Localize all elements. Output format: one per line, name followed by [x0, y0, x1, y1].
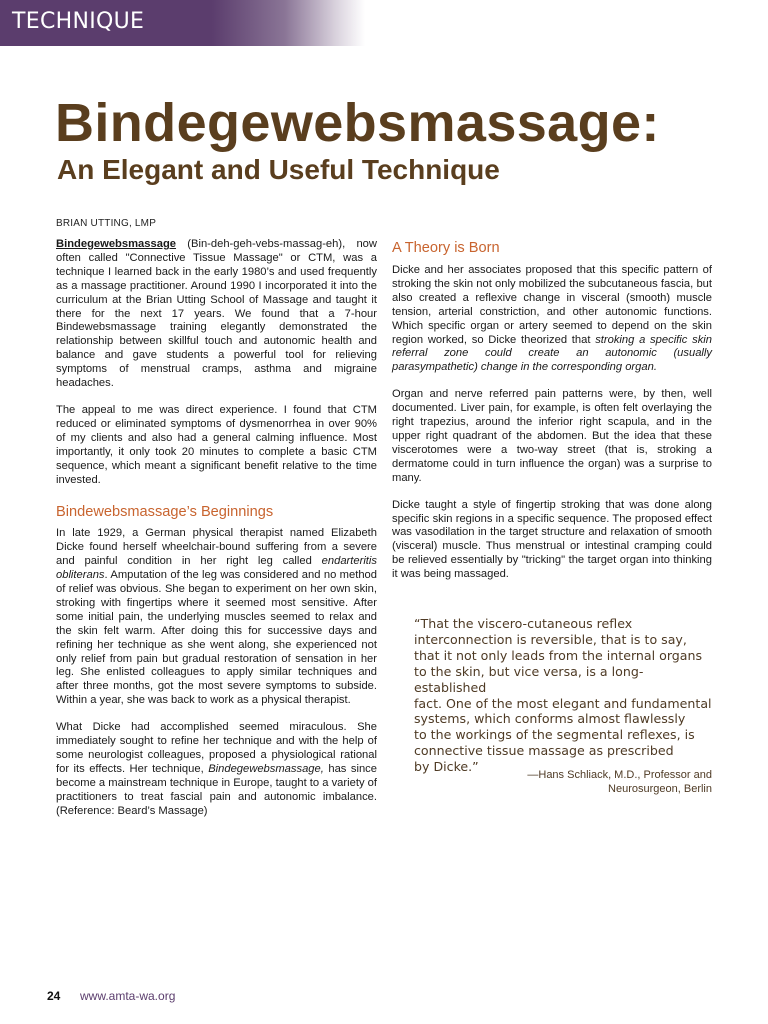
- intro-paragraph: [56, 238, 377, 391]
- paragraph-referred-pain: Organ and nerve referred pain patterns were, by then, well documented. Liver pain, for example, is often felt overlaying the right trapezius, around the inferior right scapula, and in the upper right quadrant of the abdomen. But the idea that these viscerotomes were a two-way street (that is, stroking a dermatome could in turn influence the organ) was a surprise to many.: [392, 388, 712, 484]
- paragraph-miraculous-text-2: has since become a mainstream technique in Europe, taught to a variety of practitioners to treat fascial pain and autonomic imbalance. (Reference: Beard’s Massage): [56, 762, 377, 817]
- paragraph-theory: [392, 264, 712, 375]
- paragraph-miraculous: [56, 721, 377, 818]
- section-banner: [0, 0, 365, 46]
- paragraph-appeal: The appeal to me was direct experience. I found that CTM reduced or eliminated symptoms of dysmenorrhea in over 90% of my clients and also had a general calming influence. Most importantly, it only took 20 minutes to complete a basic CTM sequence, which meant a significant benefit relative to the time invested.: [56, 403, 377, 486]
- page-number: 24: [47, 989, 61, 1003]
- paragraph-dicke-history-text-2: . Amputation of the leg was considered and no method of relief was obvious. She began to experiment on her own skin, stroking with fingertips where it seemed most sensitive. After some initial pain, the underlying muscles seemed to relax and the skin felt warm. After doing this for successive days and refining her technique as she went along, she experienced not only relief from pain but gradual restoration of sensation in her leg. She enlisted colleagues to apply similar techniques and after three months, got the most severe symptoms to subside. Within a year, she was back to work as a physical therapist.: [56, 569, 377, 707]
- pull-quote-attribution: —Hans Schliack, M.D., Professor and Neurosurgeon, Berlin: [527, 769, 712, 795]
- intro-term: Bindegewebsmassage: [56, 238, 177, 250]
- author-byline: BRIAN UTTING, LMP: [56, 218, 157, 229]
- paragraph-dicke-history-text: In late 1929, a German physical therapist named Elizabeth Dicke found herself wheelchair-bound suffering from a severe and painful condition in her right leg called: [56, 527, 377, 568]
- article-subtitle: An Elegant and Useful Technique: [57, 154, 500, 185]
- pull-quote: “That the viscero-cutaneous reflex interconnection is reversible, that is to say, that it not only leads from the internal organs to the skin, but vice versa, is a long-established fact. One of the most elegant and fundamental systems, which conforms almost flawlessly to the workings of the segmental reflexes, is connective tissue massage as prescribed by Dicke.”: [414, 616, 712, 775]
- paragraph-theory-text: Dicke and her associates proposed that this specific pattern of stroking the skin not only mobilized the subcutaneous fascia, but also created a reflexive change in visceral (smooth) muscle tension, arterial constriction, and other autonomic functions. Which specific organ or artery seemed to depend on the skin region worked, so Dicke theorized that: [392, 264, 712, 346]
- paragraph-fingertip-stroking: Dicke taught a style of fingertip stroking that was done along specific skin regions in a specific sequence. The proposed effect was vasodilation in the target structure and relaxation of smooth (visceral) muscle. Thus menstrual or intestinal cramping could be relieved essentially by "tricking" the target organ into thinking it was being massaged.: [392, 498, 712, 581]
- condition-name: endarteritis obliterans: [56, 555, 377, 582]
- left-column: [56, 238, 377, 832]
- section-heading-beginnings: Bindewebsmassage’s Beginnings: [56, 504, 274, 521]
- section-heading-theory: A Theory is Born: [392, 240, 500, 256]
- article-title: Bindegewebsmassage:: [55, 93, 660, 153]
- theory-statement: stroking a specific skin referral zone could create an autonomic (usually parasympathetic) change in the corresponding organ.: [392, 333, 712, 374]
- technique-name: Bindegewebsmassage,: [208, 762, 324, 775]
- paragraph-miraculous-text: What Dicke had accomplished seemed miraculous. She immediately sought to refine her technique and with the help of some neurologist colleagues, proposed a physiological rational for its effects. Her technique,: [56, 721, 377, 775]
- section-label: TECHNIQUE: [12, 9, 145, 34]
- footer-url-link[interactable]: www.amta-wa.org: [80, 989, 176, 1003]
- paragraph-dicke-history: [56, 527, 377, 708]
- intro-text: (Bin-deh-geh-vebs-massag-eh), now often called "Connective Tissue Massage" or CTM, was a technique I learned back in the early 1980’s and used frequently as a massage practitioner. Around 1990 I incorporated it into the curriculum at the Brian Utting School of Massage and taught it there for the next 17 years. We found that a 7-hour Bindewebsmassage training elegantly demonstrated the relationship between skillful touch and autonomic health and balance and gave students a powerful tool for relieving symptoms of menstrual cramps, asthma and migraine headaches.: [56, 238, 377, 390]
- right-column: [392, 239, 712, 595]
